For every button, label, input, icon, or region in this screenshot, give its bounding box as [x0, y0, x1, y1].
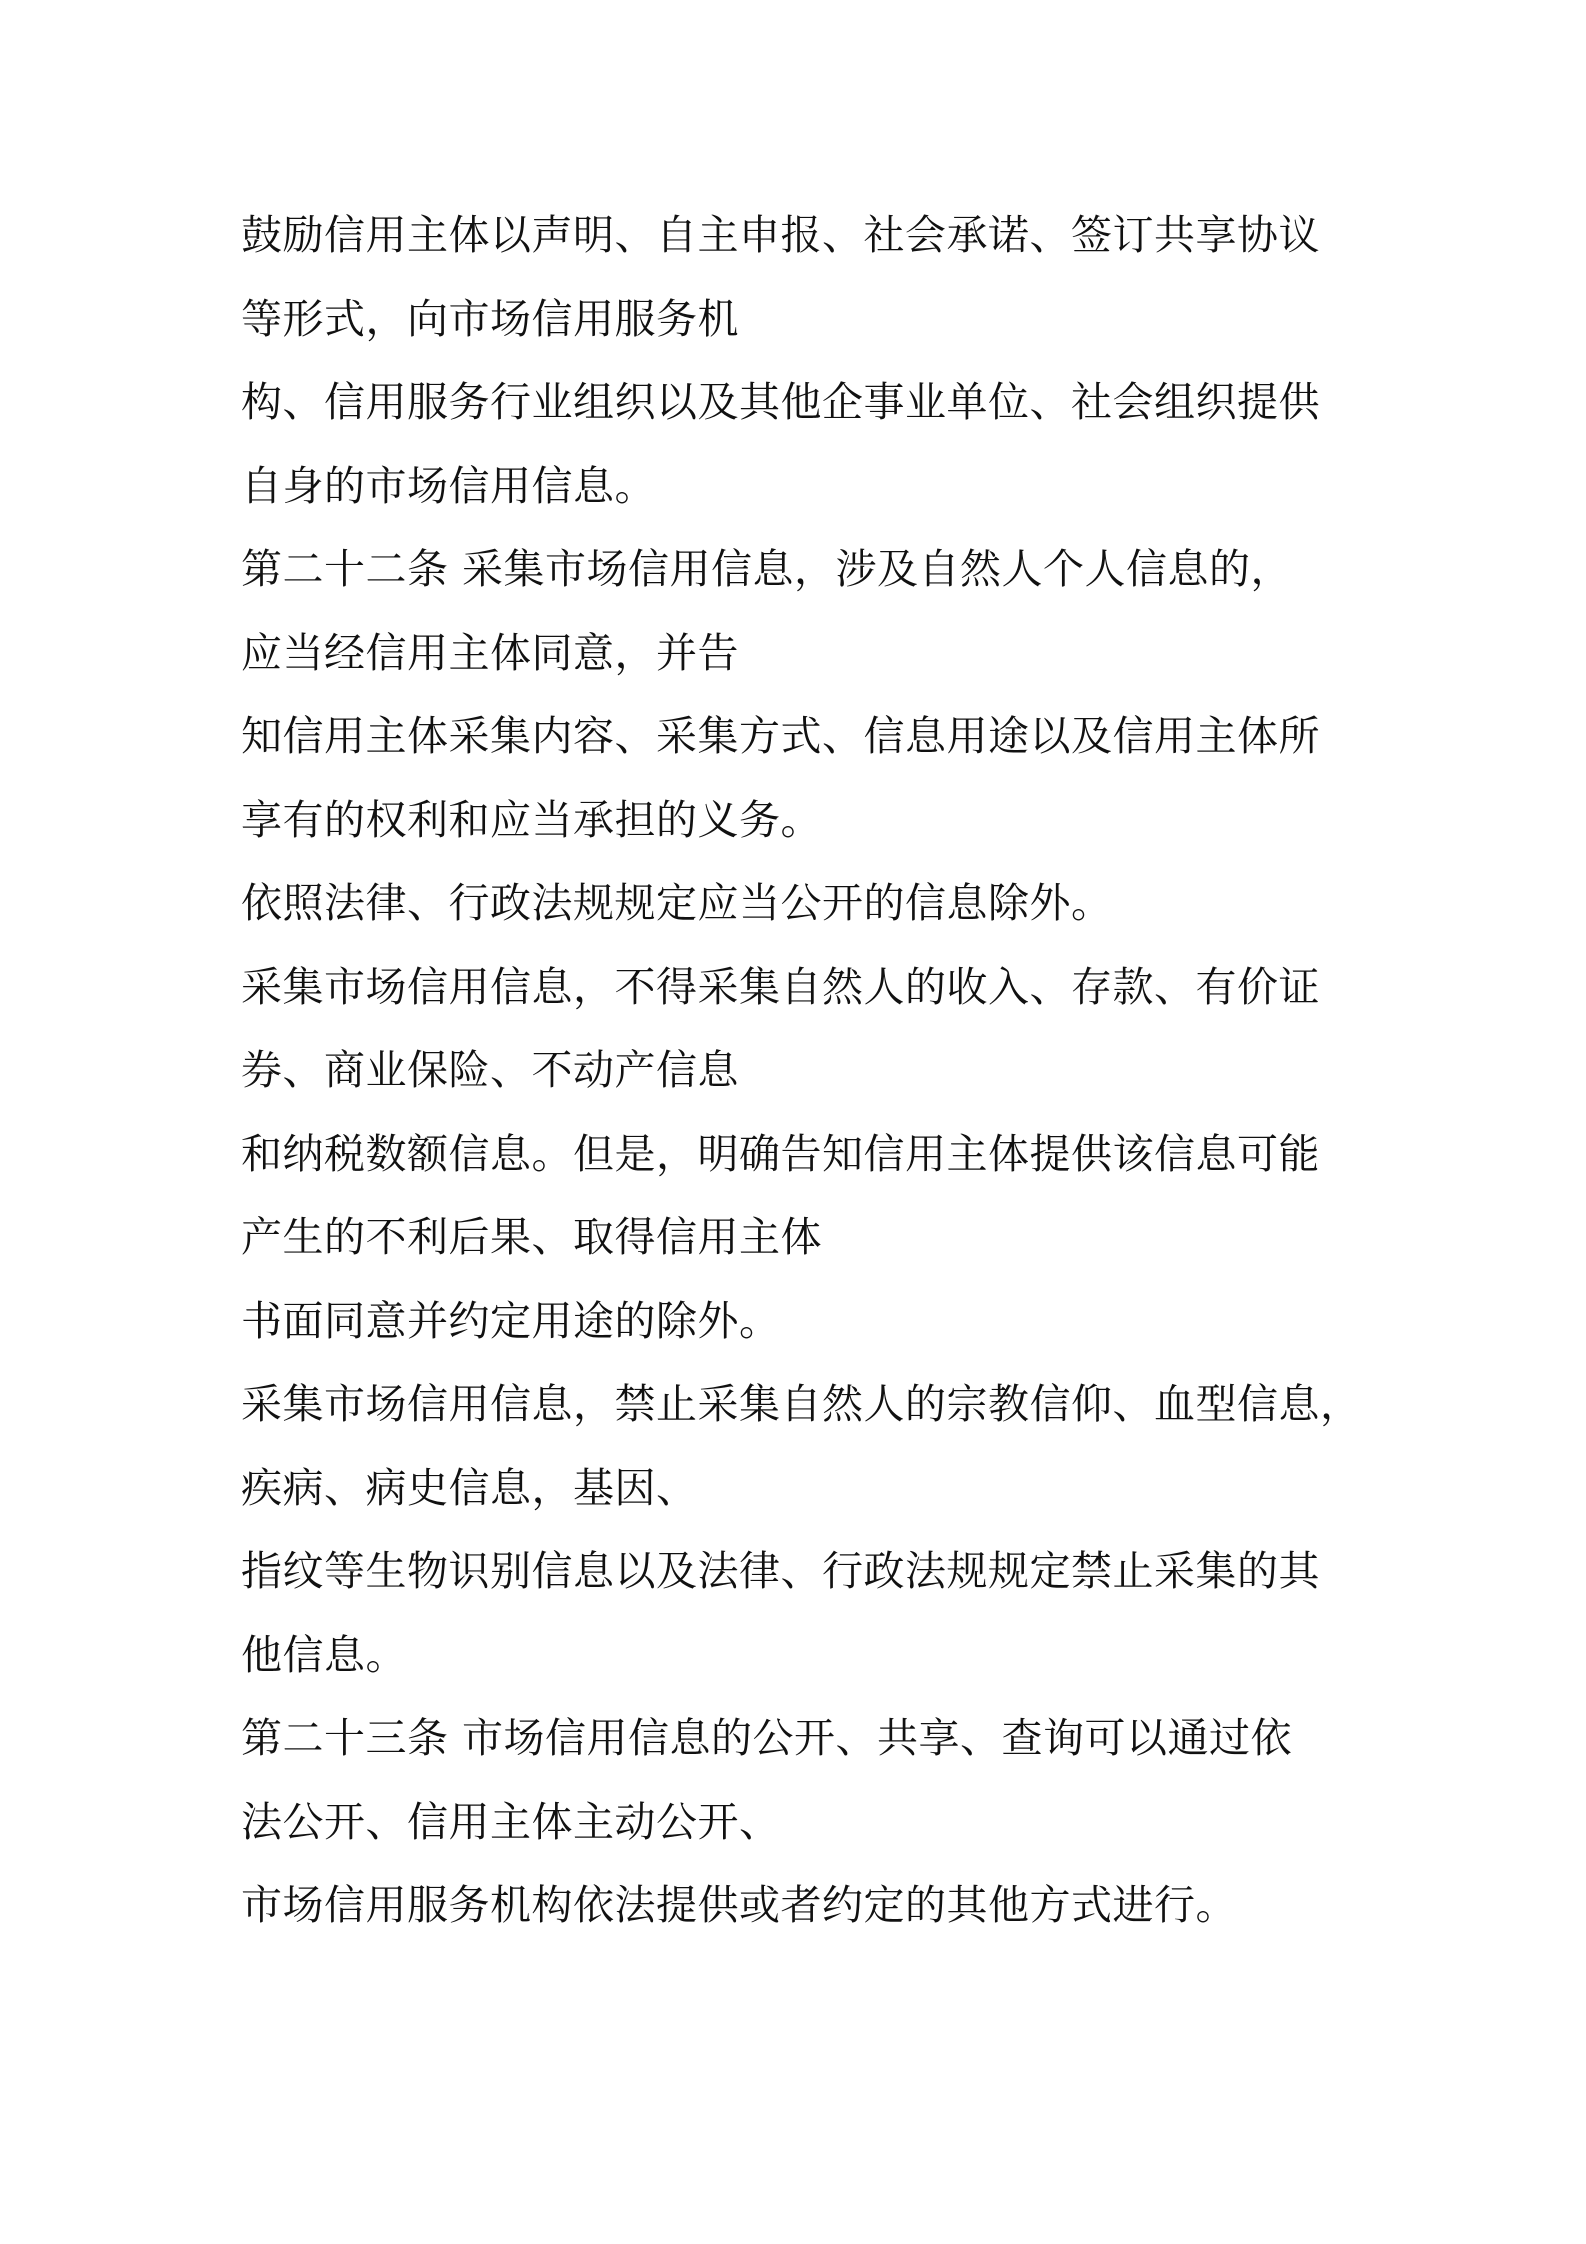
text-line: 书面同意并约定用途的除外。 — [241, 1296, 781, 1345]
text-line: 构、信用服务行业组织以及其他企事业单位、社会组织提供 — [241, 378, 1320, 426]
text-line: 券、商业保险、不动产信息 — [241, 1046, 739, 1094]
text-line: 疾病、病史信息，基因、 — [241, 1463, 698, 1512]
text-line: 等形式，向市场信用服务机 — [241, 294, 739, 343]
text-line: 应当经信用主体同意，并告 — [241, 628, 739, 677]
text-line: 法公开、信用主体主动公开、 — [241, 1797, 781, 1846]
article-23-heading-line: 第二十三条 市场信用信息的公开、共享、查询可以通过依 — [241, 1714, 1293, 1762]
text-line: 产生的不利后果、取得信用主体 — [241, 1213, 822, 1261]
text-line: 享有的权利和应当承担的义务。 — [241, 795, 822, 844]
text-line: 他信息。 — [241, 1630, 407, 1679]
text-line: 和纳税数额信息。但是，明确告知信用主体提供该信息可能 — [241, 1129, 1320, 1178]
text-line: 采集市场信用信息，禁止采集自然人的宗教信仰、血型信息， — [241, 1380, 1362, 1428]
text-line: 依照法律、行政法规规定应当公开的信息除外。 — [241, 879, 1113, 927]
text-line: 指纹等生物识别信息以及法律、行政法规规定禁止采集的其 — [241, 1547, 1320, 1595]
text-line: 鼓励信用主体以声明、自主申报、社会承诺、签订共享协议 — [241, 211, 1320, 259]
text-line: 采集市场信用信息，不得采集自然人的收入、存款、有价证 — [241, 962, 1320, 1011]
article-22-heading-line: 第二十二条 采集市场信用信息，涉及自然人个人信息的， — [241, 545, 1293, 593]
text-line: 知信用主体采集内容、采集方式、信息用途以及信用主体所 — [241, 712, 1320, 760]
text-line: 自身的市场信用信息。 — [241, 461, 656, 510]
document-body — [241, 194, 1361, 1948]
text-line: 市场信用服务机构依法提供或者约定的其他方式进行。 — [241, 1881, 1237, 1929]
